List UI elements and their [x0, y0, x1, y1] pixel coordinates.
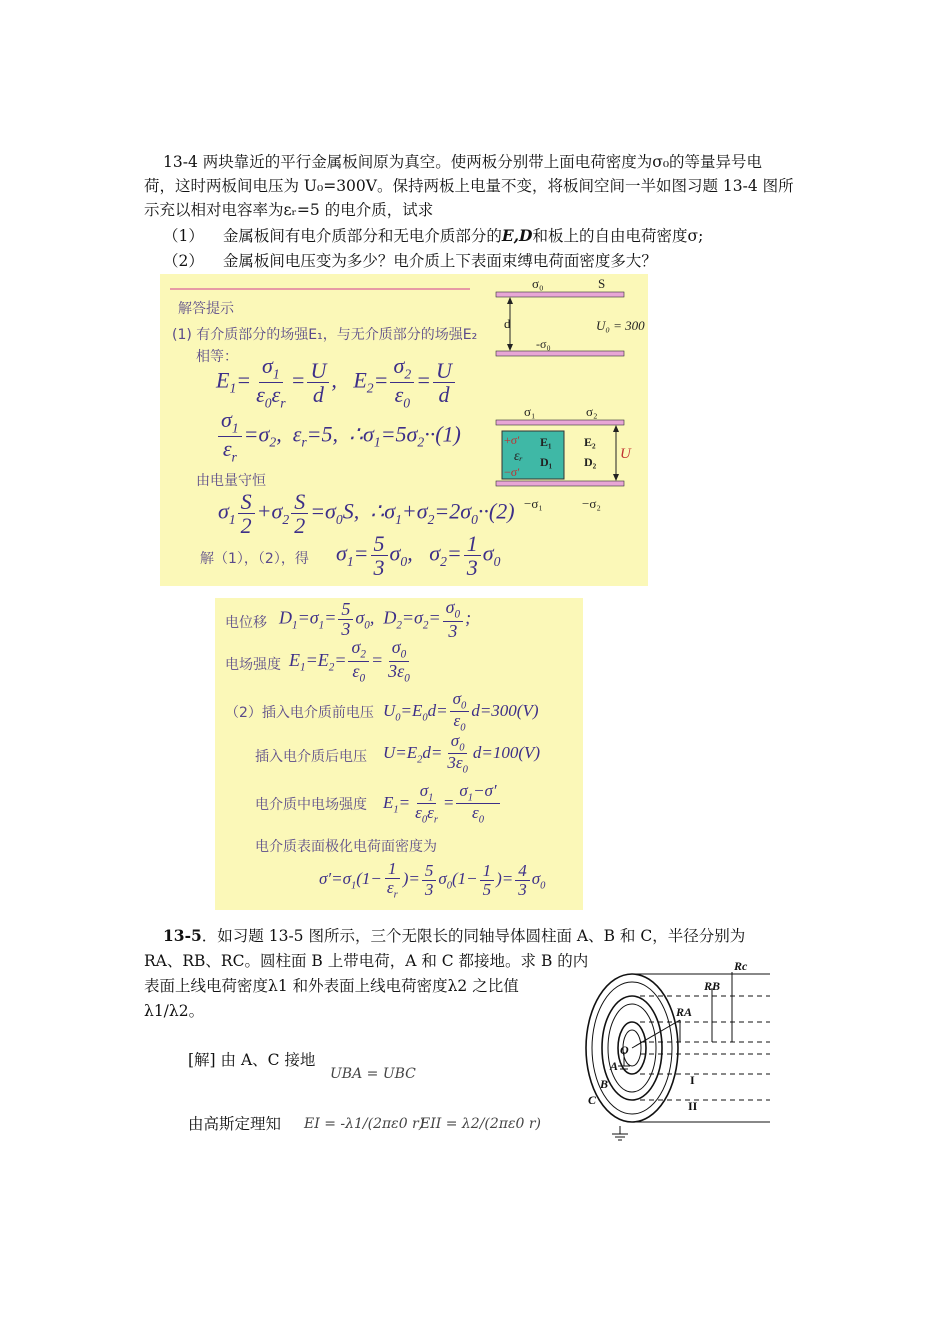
label-RA: RA	[676, 1005, 693, 1019]
label-region-I: I	[690, 1073, 695, 1087]
label-minus-sigma2: −σ₂	[582, 496, 601, 511]
hint-charge-cons: 由电量守恒	[196, 473, 266, 489]
label-C: C	[588, 1093, 597, 1107]
solution-label: [解] 由 A、C 接地	[188, 1051, 316, 1069]
problem-13-4-line2: 荷，这时两板间电压为 U₀=300V。保持两板上电量不变，将板间空间一半如图习题 13-4 图所	[144, 177, 794, 195]
question-1	[163, 224, 703, 248]
answer-die-field-eq: $E_1=$ $\frac{\sigma_1}{\varepsilon_0\varepsilon_r}$ = $\frac{\sigma_1-\sigma'}{\varepsilon_0}$	[383, 782, 502, 826]
gauss-eq1: EI = -λ1/(2πε0 r)	[304, 1116, 425, 1132]
label-minus-sigma1: −σ₁	[524, 496, 543, 511]
problem-13-5-line3: 表面上线电荷密度λ1 和外表面上线电荷密度λ2 之比值	[144, 977, 519, 995]
label-Rc: Rc	[734, 959, 748, 973]
answer-after-label: 插入电介质后电压	[255, 749, 367, 765]
question-1-number: （1）	[163, 227, 204, 245]
question-1-text-b: 和板上的自由电荷密度σ;	[532, 227, 704, 245]
label-minus-sigma0: -σ₀	[536, 337, 551, 351]
hint-eq-row3: $\sigma_1$ $\frac{S}{2}$ $+\sigma_2$ $\frac{S}{2}$ $=\sigma_0S$, $\therefore\sigma_1+\sigma_2=2\sigma_0\cdot\cdot(2)$	[218, 489, 515, 539]
solution-eq: UBA = UBC	[330, 1066, 416, 1082]
answer-field-eq: $E_1=E_2=$ $\frac{\sigma_2}{\varepsilon_0}$ = $\frac{\sigma_0}{3\varepsilon_0}$	[289, 637, 410, 685]
answer-die-field-label: 电介质中电场强度	[255, 797, 367, 813]
label-RB: RB	[704, 979, 721, 993]
label-plus-sigma-prime: +σ′	[504, 433, 520, 447]
answer-disp-label: 电位移	[225, 615, 267, 631]
label-sigma2: σ₂	[586, 404, 598, 419]
label-region-II: II	[688, 1099, 698, 1113]
hint-divider	[170, 288, 470, 290]
label-A: A	[610, 1059, 619, 1073]
label-sigma1: σ₁	[524, 404, 536, 419]
problem-13-5-number: 13-5	[163, 926, 202, 945]
coaxial-figure	[580, 958, 780, 1148]
label-E1: E₁	[540, 435, 552, 449]
problem-13-5-line1-text: ．如习题 13-5 图所示，三个无限长的同轴导体圆柱面 A、B 和 C，半径分别为	[201, 927, 746, 945]
question-2-text: 金属板间电压变为多少？电介质上下表面束缚电荷面密度多大？	[222, 252, 657, 270]
answer-after-eq: $U=E_2d=$ $\frac{\sigma_0}{3\varepsilon_0}$ d=100(V)	[383, 731, 541, 776]
answer-pol-label: 电介质表面极化电荷面密度为	[255, 839, 437, 855]
problem-13-4-line1: 13-4 两块靠近的平行金属板间原为真空。使两板分别带上面电荷密度为σ₀的等量异号电	[163, 153, 763, 171]
hint-line1: (1) 有介质部分的场强E₁，与无介质部分的场强E₂	[172, 327, 478, 343]
hint-title: 解答提示	[178, 301, 234, 317]
gauss-label: 由高斯定理知	[188, 1115, 282, 1133]
label-minus-sigma-prime: −σ′	[504, 465, 520, 479]
hint-panel	[160, 274, 648, 586]
answer-field-label: 电场强度	[225, 657, 281, 673]
question-2-number: （2）	[163, 252, 204, 270]
problem-13-5-line2: RA、RB、RC。圆柱面 B 上带电荷，A 和 C 都接地。求 B 的内	[144, 952, 589, 970]
hint-eq-row4: $\sigma_1=$ $\frac{5}{3}$ $\sigma_0$, $\sigma_2=$ $\frac{1}{3}$ $\sigma_0$	[336, 531, 501, 581]
parallel-plate-figure	[490, 274, 648, 511]
problem-13-5-line1	[163, 924, 745, 948]
label-U0: U₀ = 300	[596, 318, 645, 333]
label-D2: D₂	[584, 455, 597, 469]
label-O: O	[620, 1043, 629, 1057]
hint-line2: 相等：	[196, 349, 238, 365]
label-sigma0: σ₀	[532, 276, 544, 291]
label-S: S	[598, 276, 606, 291]
gauss-eq2: EII = λ2/(2πε0 r)	[420, 1116, 542, 1132]
hint-eq-row2: $\frac{\sigma_1}{\varepsilon_r}$ $=\sigma_2$, $\varepsilon_r=5$, $\therefore\sigma_1=5\sigma_2\cdot\cdot(1)$	[216, 408, 461, 464]
hint-eq-row1: $E_1=$ $\frac{\sigma_1}{\varepsilon_0\varepsilon_r}$ = $\frac{U}{d}$ , $E_2=$ $\frac{\sigma_2}{\varepsilon_0}$ = $\frac{U}{d}$	[216, 354, 457, 410]
question-2	[163, 249, 657, 273]
hint-solve-label: 解（1），（2），得	[200, 551, 309, 567]
answer-before-eq: $U_0=E_0d=$ $\frac{\sigma_0}{\varepsilon_0}$ d=300(V)	[383, 689, 539, 734]
label-d: d	[504, 316, 511, 331]
answer-before-label: （2）插入电介质前电压	[225, 705, 374, 721]
answer-disp-eq: $D_1=\sigma_1=$ $\frac{5}{3}$ $\sigma_0$, $D_2=\sigma_2=$ $\frac{\sigma_0}{3}$ ;	[279, 597, 472, 642]
label-E2: E₂	[584, 435, 596, 449]
problem-13-5-line4: λ1/λ2。	[144, 1002, 205, 1020]
label-eps-r: εᵣ	[514, 449, 523, 464]
answer-panel	[215, 598, 583, 910]
problem-13-4-line3: 示充以相对电容率为εᵣ=5 的电介质，试求	[144, 201, 434, 219]
label-B: B	[600, 1077, 609, 1091]
question-1-text-a: 金属板间有电介质部分和无电介质部分的	[222, 227, 502, 245]
label-U: U	[620, 446, 631, 462]
answer-pol-eq: $\sigma'=\sigma_1(1-$ $\frac{1}{\varepsilon_r}$ )= $\frac{5}{3}$ $\sigma_0(1-$ $\frac{1}{5}$ )= $\frac{4}{3}$ $\sigma_0$	[319, 859, 546, 901]
label-D1: D₁	[540, 455, 553, 469]
question-1-bold: E,D	[501, 226, 533, 245]
